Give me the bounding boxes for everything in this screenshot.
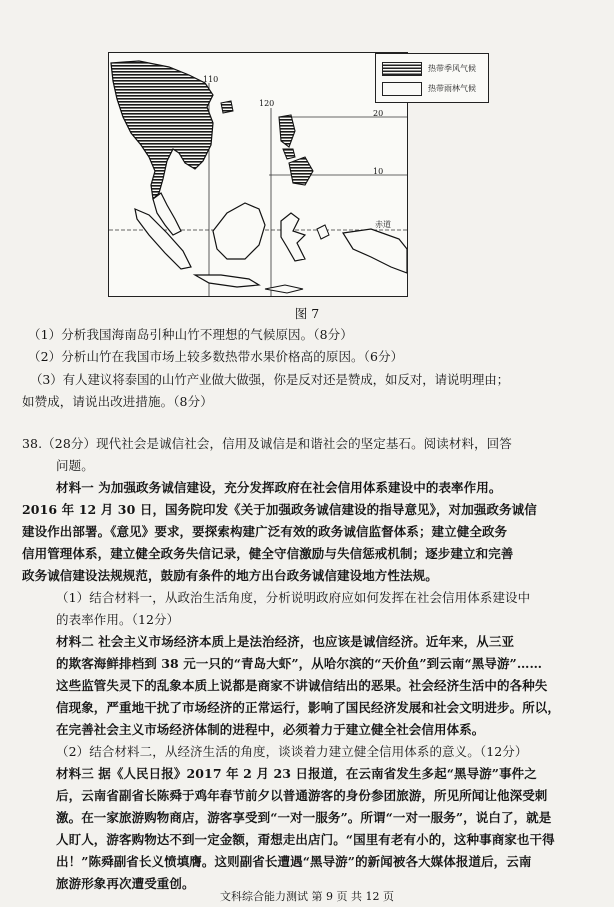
material3-line3: 激。在一家旅游购物商店，游客享受到“一对一服务”。所谓“一对一服务”，说白了，就是 <box>56 810 552 825</box>
material3-line6: 旅游形象再次遭受重创。 <box>56 876 195 891</box>
monsoon-legend-label: 热带季风气候 <box>428 64 476 73</box>
figure-caption: 图 7 <box>294 306 320 321</box>
material1-line1: 材料一 为加强政务诚信建设，充分发挥政府在社会信用体系建设中的表率作用。 <box>56 480 502 495</box>
mainland-monsoon-region <box>111 61 213 199</box>
q37-sub3-line1: （3）有人建议将泰国的山竹产业做大做强，你是反对还是赞成，如反对，请说明理由； <box>30 372 510 387</box>
material2-line5: 在完善社会主义市场经济体制的进程中，必须着力于建立健全社会信用体系。 <box>56 722 485 737</box>
borneo <box>213 203 265 259</box>
java <box>195 275 259 287</box>
material3-line2: 后，云南省副省长陈舜于鸡年春节前夕以普通游客的身份参团旅游，所见所闻让他深受刺 <box>56 788 548 803</box>
longitude-120-label: 120 <box>259 99 275 108</box>
southeast-asia-climate-map <box>108 52 476 297</box>
material1-line4: 信用管理体系，建立健全政务失信记录，健全守信激励与失信惩戒机制；逐步建立和完善 <box>22 546 514 561</box>
material3-line4: 人盯人，游客购物达不到一定金额，甭想走出店门。“国里有老有小的，这种事商家也干得 <box>56 832 555 847</box>
visayas <box>283 149 295 159</box>
equator-label: 赤道 <box>375 220 391 229</box>
q38-sub1-line2: 的表率作用。（12分） <box>56 612 180 627</box>
material1-line2: 2016 年 12 月 30 日，国务院印发《关于加强政务诚信建设的指导意见》，对加强政务诚信 <box>22 502 537 517</box>
material2-line4: 信现象，严重地干扰了市场经济的正常运行，影响了国民经济发展和社会文明进步。所以， <box>56 700 561 715</box>
latitude-20-label: 20 <box>373 109 384 118</box>
rainforest-legend-swatch <box>382 82 422 96</box>
moluccas-island <box>317 225 329 239</box>
page-footer: 文科综合能力测试 第 9 页 共 12 页 <box>220 890 394 903</box>
map-legend <box>375 53 489 103</box>
new-guinea <box>343 229 407 273</box>
monsoon-legend-swatch <box>382 62 422 76</box>
material2-line1: 材料二 社会主义市场经济本质上是法治经济，也应该是诚信经济。近年来，从三亚 <box>56 634 515 649</box>
material1-line3: 建设作出部署。《意见》要求，要探索构建广泛有效的政务诚信监督体系；建立健全政务 <box>22 524 508 539</box>
q38-intro-line1: 38.（28分）现代社会是诚信社会，信用及诚信是和谐社会的坚定基石。阅读材料，回答 <box>22 436 512 451</box>
q37-sub3-line2: 如赞成，请说出改进措施。（8分） <box>22 394 213 409</box>
q37-sub2: （2）分析山竹在我国市场上较多数热带水果价格高的原因。（6分） <box>28 349 404 364</box>
material3-line1: 材料三 据《人民日报》2017 年 2 月 23 日报道，在云南省发生多起“黑导游”事件之 <box>56 766 537 781</box>
material3-line5: 出！”陈舜副省长义愤填膺。这则副省长遭遇“黑导游”的新闻被各大媒体报道后，云南 <box>56 854 532 869</box>
q38-sub2: （2）结合材料二，从经济生活的角度，谈谈着力建立健全信用体系的意义。（12分） <box>56 744 528 759</box>
longitude-110-label: 110 <box>203 75 219 84</box>
material2-line2: 的欺客海鲜排档到 38 元一只的“青岛大虾”，从哈尔滨的“天价鱼”到云南“黑导游”…… <box>56 656 543 671</box>
hainan-island <box>221 101 233 113</box>
material1-line5: 政务诚信建设法规规范，鼓励有条件的地方出台政务诚信建设地方性法规。 <box>22 568 438 583</box>
map-drawing <box>109 53 407 296</box>
q37-sub1: （1）分析我国海南岛引种山竹不理想的气候原因。（8分） <box>28 327 353 342</box>
latitude-10-label: 10 <box>373 167 384 176</box>
material2-line3: 这些监管失灵下的乱象本质上说都是商家不讲诚信结出的恶果。社会经济生活中的各种失 <box>56 678 548 693</box>
rainforest-legend-label: 热带雨林气候 <box>428 84 476 93</box>
luzon <box>279 115 295 147</box>
mindanao <box>289 157 313 185</box>
q38-sub1-line1: （1）结合材料一，从政治生活角度，分析说明政府应如何发挥在社会信用体系建设中 <box>56 590 531 605</box>
q38-intro-line2: 问题。 <box>56 458 94 473</box>
sulawesi <box>281 213 305 261</box>
